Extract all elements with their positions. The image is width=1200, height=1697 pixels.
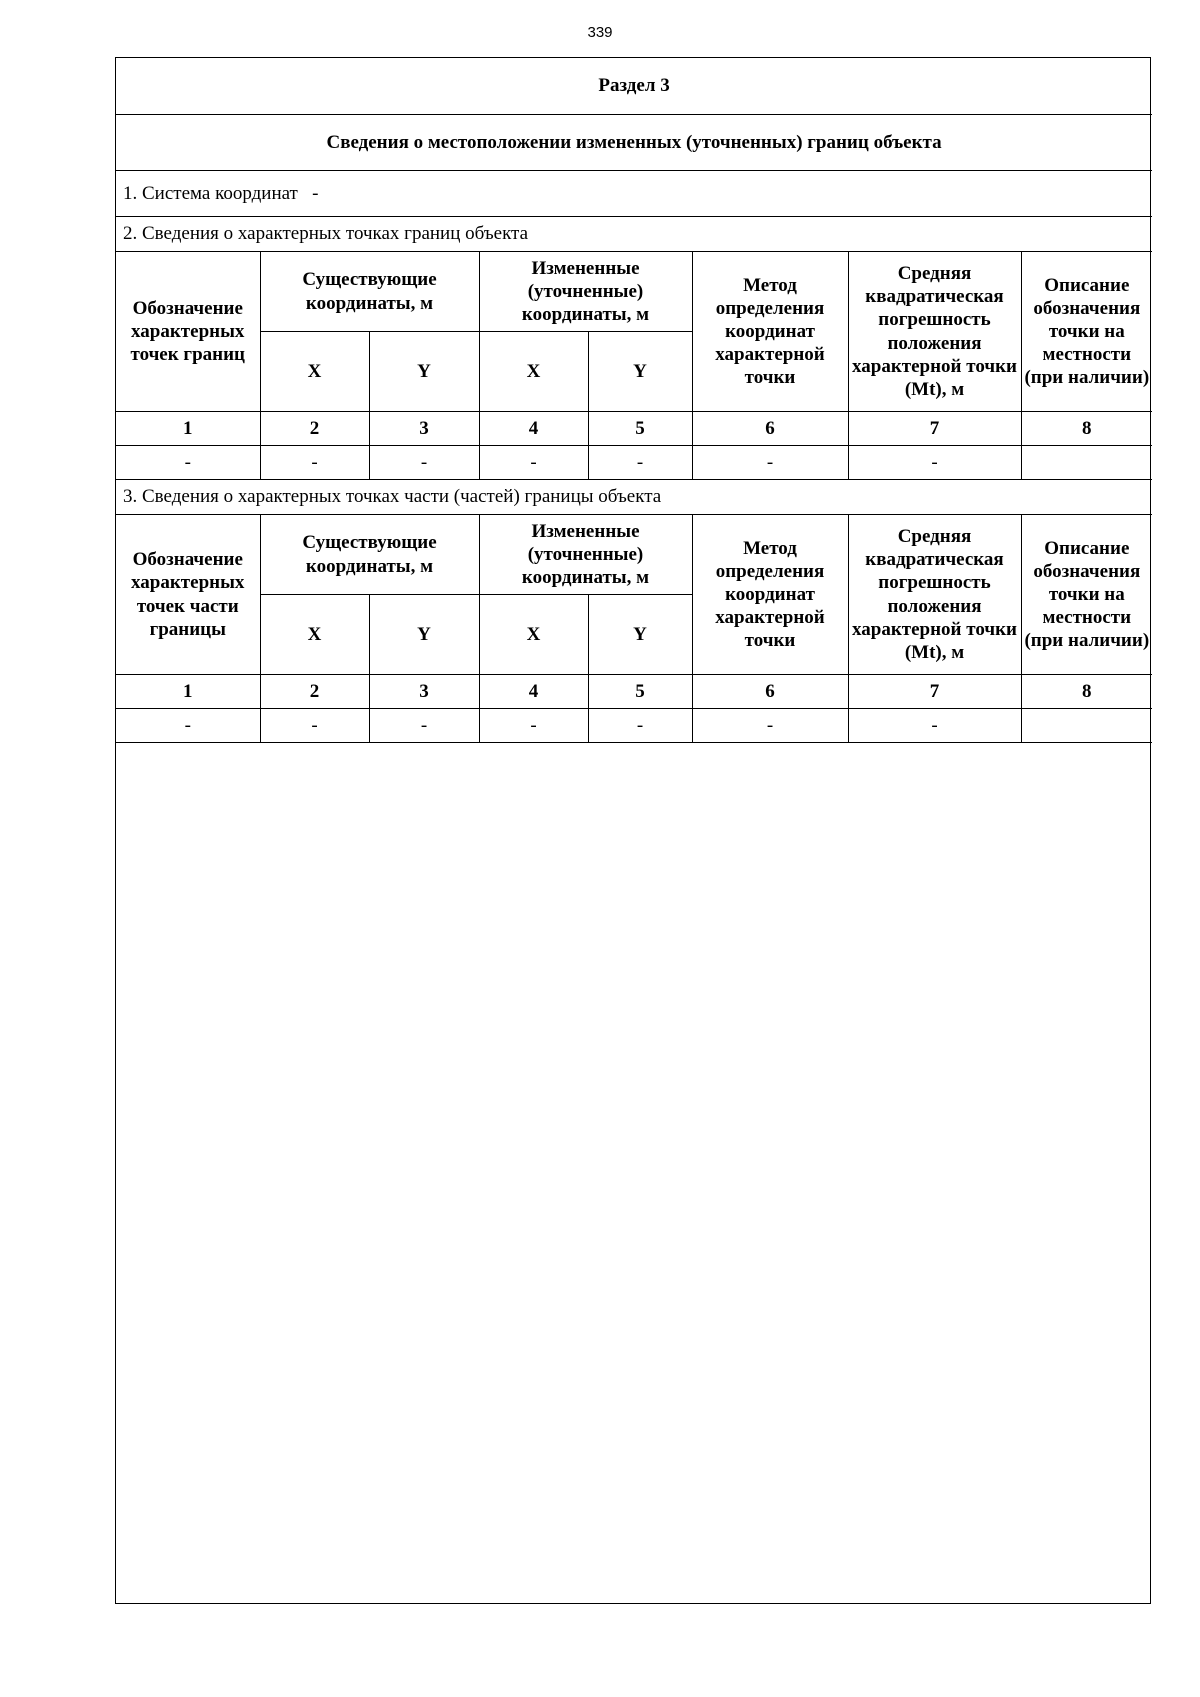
- table-row: [116, 446, 1152, 480]
- t2-cell: -: [848, 709, 1021, 743]
- t2-cell: -: [588, 709, 692, 743]
- t1-col-error-header: Средняя квадратическая погрешность положения характерной точки (Mt), м: [848, 252, 1021, 412]
- section-subtitle: Сведения о местоположении измененных (уточненных) границ объекта: [116, 115, 1152, 171]
- t1-column-numbers-row: [116, 412, 1152, 446]
- coordinate-system-label: 1. Система координат: [123, 182, 298, 204]
- section-3-table: [116, 58, 1152, 743]
- t1-col-number: 3: [369, 412, 479, 446]
- t1-col-number: 6: [692, 412, 848, 446]
- t2-col-number: 2: [260, 675, 369, 709]
- t1-changed-x-header: X: [479, 332, 588, 412]
- t1-cell: -: [116, 446, 260, 480]
- t2-cell: -: [479, 709, 588, 743]
- t2-col-changed-header: Измененные (уточненные) координаты, м: [479, 515, 692, 595]
- t2-col-number: 6: [692, 675, 848, 709]
- t1-col-number: 1: [116, 412, 260, 446]
- table-row: [116, 709, 1152, 743]
- t2-col-number: 4: [479, 675, 588, 709]
- t1-col-changed-header: Измененные (уточненные) координаты, м: [479, 252, 692, 332]
- page-number: 339: [587, 24, 613, 41]
- t1-cell: -: [588, 446, 692, 480]
- t2-cell: -: [692, 709, 848, 743]
- t2-col-desc-header: Описание обозначения точки на местности (при наличии): [1021, 515, 1152, 675]
- t2-col-error-header: Средняя квадратическая погрешность положения характерной точки (Mt), м: [848, 515, 1021, 675]
- t1-col-desc-header: Описание обозначения точки на местности (при наличии): [1021, 252, 1152, 412]
- t2-cell: -: [116, 709, 260, 743]
- t1-cell: -: [692, 446, 848, 480]
- t1-col-number: 2: [260, 412, 369, 446]
- t1-existing-y-header: Y: [369, 332, 479, 412]
- t2-cell: -: [260, 709, 369, 743]
- boundary-points-heading: 2. Сведения о характерных точках границ объекта: [116, 217, 1152, 252]
- t1-col-number: 5: [588, 412, 692, 446]
- t2-column-numbers-row: [116, 675, 1152, 709]
- section-title: Раздел 3: [116, 58, 1152, 115]
- t2-changed-x-header: X: [479, 595, 588, 675]
- t2-col-method-header: Метод определения координат характерной точки: [692, 515, 848, 675]
- t2-existing-y-header: Y: [369, 595, 479, 675]
- t1-changed-y-header: Y: [588, 332, 692, 412]
- t2-col-number: 1: [116, 675, 260, 709]
- t2-cell: -: [369, 709, 479, 743]
- t2-col-existing-header: Существующие координаты, м: [260, 515, 479, 595]
- t2-changed-y-header: Y: [588, 595, 692, 675]
- t1-col-number: 8: [1021, 412, 1152, 446]
- t1-existing-x-header: X: [260, 332, 369, 412]
- t1-col-existing-header: Существующие координаты, м: [260, 252, 479, 332]
- t1-col-method-header: Метод определения координат характерной точки: [692, 252, 848, 412]
- t1-col-number: 4: [479, 412, 588, 446]
- t1-col-number: 7: [848, 412, 1021, 446]
- coordinate-system-row: [116, 171, 1152, 217]
- t1-col-point-header: Обозначение характерных точек границ: [116, 252, 260, 412]
- t1-cell: [1021, 446, 1152, 480]
- t1-cell: -: [479, 446, 588, 480]
- t1-cell: -: [848, 446, 1021, 480]
- part-boundary-points-heading: 3. Сведения о характерных точках части (частей) границы объекта: [116, 480, 1152, 515]
- t2-cell: [1021, 709, 1152, 743]
- t2-col-number: 3: [369, 675, 479, 709]
- form-frame: [115, 57, 1151, 1604]
- t1-cell: -: [260, 446, 369, 480]
- t2-col-point-header: Обозначение характерных точек части границы: [116, 515, 260, 675]
- t1-cell: -: [369, 446, 479, 480]
- t2-existing-x-header: X: [260, 595, 369, 675]
- coordinate-system-value: -: [312, 182, 319, 204]
- t2-col-number: 8: [1021, 675, 1152, 709]
- t2-col-number: 7: [848, 675, 1021, 709]
- t2-col-number: 5: [588, 675, 692, 709]
